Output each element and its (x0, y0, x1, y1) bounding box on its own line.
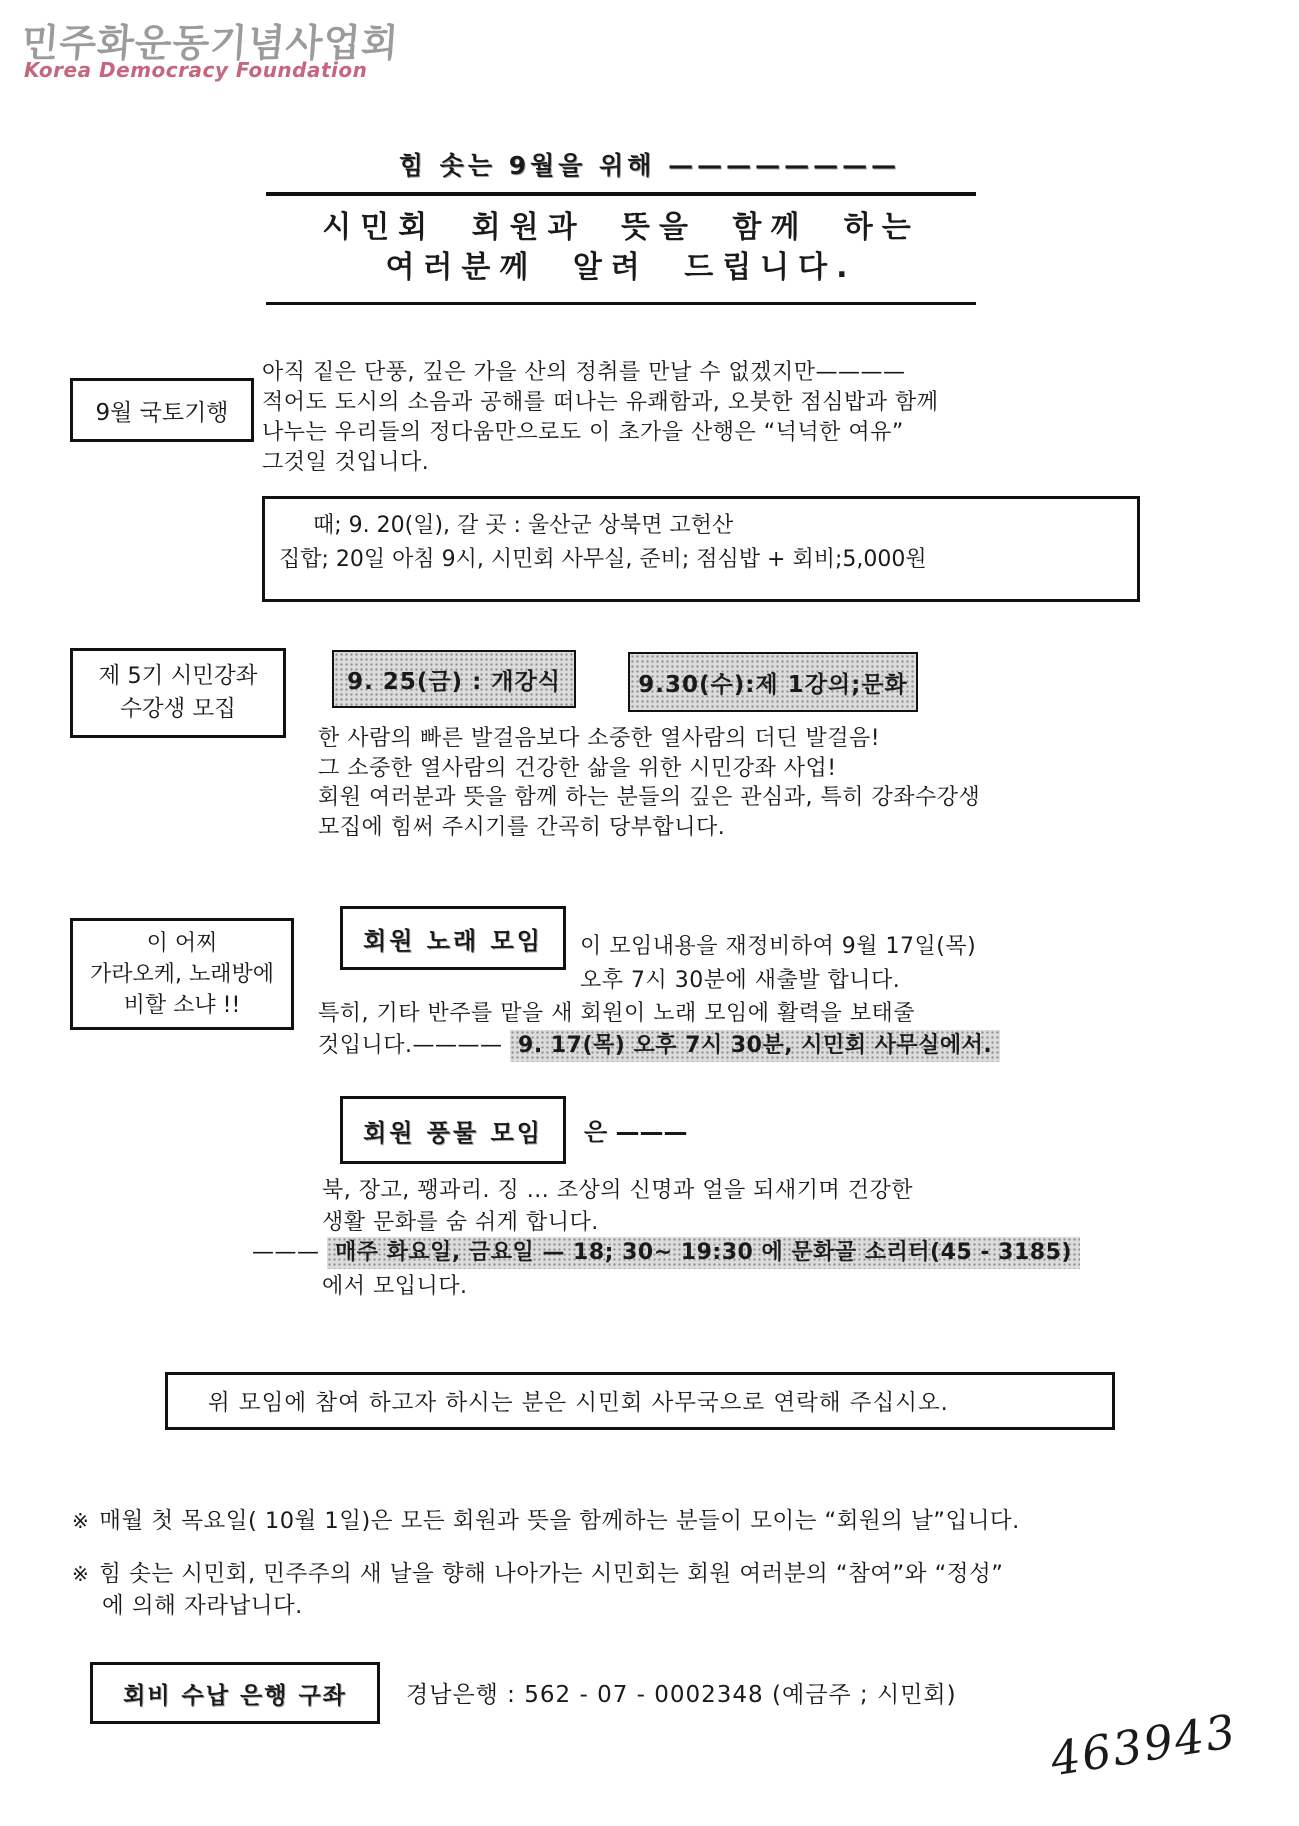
trek-section-label (70, 378, 254, 442)
pungmul-text-line-1: 북, 장고, 꽹과리. 징 ... 조상의 신명과 얼을 되새기며 건강한 (322, 1178, 913, 1203)
trek-paragraph-line: 아직 짙은 단풍, 깊은 가을 산의 정취를 만날 수 없겠지만———— (262, 360, 906, 385)
trek-schedule-box (262, 496, 1140, 602)
title-banner (266, 192, 976, 305)
footnote-2-text-line-2: 에 의해 자라납니다. (102, 1593, 303, 1619)
bank-account-label-text: 회비 수납 은행 구좌 (123, 1682, 347, 1709)
contact-notice-text: 위 모임에 참여 하고자 하시는 분은 시민회 사무국으로 연락해 주십시오. (208, 1390, 949, 1416)
logo-english: Korea Democracy Foundation (24, 58, 368, 82)
title-line-2: 여러분께 알려 드립니다. (385, 250, 857, 285)
pungmul-text-line-3 (252, 1238, 1080, 1268)
footnote-1 (72, 1505, 1020, 1537)
lecture-paragraph (318, 724, 1198, 842)
song-date-highlight: 9. 17(목) 오후 7시 30분, 시민회 사무실에서. (510, 1030, 1000, 1062)
trek-paragraph-line: 그것일 것입니다. (262, 450, 430, 475)
footnote-2-marker: ※ (72, 1562, 90, 1586)
lecture-paragraph-line: 모집에 힘써 주시기를 간곡히 당부합니다. (318, 814, 726, 840)
bank-account-label-box (90, 1662, 380, 1724)
song-label-line-2: 가라오케, 노래방에 (89, 961, 274, 987)
lecture-date-2-text: 9.30(수):제 1강의;문화 (638, 671, 908, 698)
lecture-section-label (70, 648, 286, 738)
lecture-date-highlight-2 (628, 652, 918, 712)
pungmul-meeting-header (340, 1096, 566, 1164)
pungmul-text-line-2: 생활 문화를 숨 쉬게 합니다. (322, 1210, 599, 1235)
handwritten-number: 463943 (1046, 1703, 1241, 1787)
lecture-label-line-1: 제 5기 시민강좌 (98, 663, 258, 689)
pungmul-header-suffix: 은 ——— (584, 1118, 688, 1146)
trek-label-text: 9월 국토기행 (95, 399, 229, 426)
lecture-date-1-text: 9. 25(금) : 개강식 (347, 668, 561, 695)
song-label-line-3: 비할 소냐 !! (123, 992, 241, 1018)
pungmul-line-3-dash: ——— (252, 1240, 320, 1265)
song-label-line-1: 이 어찌 (146, 930, 218, 956)
song-text-line-2: 오후 7시 30분에 새출발 합니다. (580, 968, 901, 993)
contact-notice-box (165, 1372, 1115, 1430)
footnote-2 (72, 1558, 1003, 1590)
song-text-line-3: 특히, 기타 반주를 맡을 새 회원이 노래 모임에 활력을 보태줄 (318, 1001, 915, 1026)
slogan-heading: 힘 솟는 9월을 위해 ———————— (398, 151, 901, 180)
footnote-1-marker: ※ (72, 1509, 90, 1533)
lecture-label-line-2: 수강생 모집 (120, 696, 236, 722)
lecture-paragraph-line: 그 소중한 열사람의 건강한 삶을 위한 시민강좌 사업! (318, 755, 837, 781)
lecture-paragraph-line: 회원 여러분과 뜻을 함께 하는 분들의 깊은 관심과, 특히 강좌수강생 (318, 785, 981, 810)
pungmul-schedule-highlight: 매주 화요일, 금요일 — 18; 30~ 19:30 에 문화골 소리터(45 - 3185) (327, 1237, 1080, 1269)
trek-paragraph (262, 358, 1102, 478)
song-meeting-header (340, 906, 566, 970)
footnote-1-text: 매월 첫 목요일( 10월 1일)은 모든 회원과 뜻을 함께하는 분들이 모이는 “회원의 날”입니다. (99, 1508, 1020, 1534)
title-line-1: 시민회 회원과 뜻을 함께 하는 (322, 210, 920, 245)
footnote-2-text-line-1: 힘 솟는 시민회, 민주주의 새 날을 향해 나아가는 시민회는 회원 여러분의 “참여”와 “정성” (99, 1561, 1004, 1587)
trek-schedule-line-1: 때; 9. 20(일), 갈 곳 : 울산군 상북면 고헌산 (313, 513, 734, 538)
song-meeting-header-text: 회원 노래 모임 (363, 926, 543, 955)
song-line-4-prefix: 것입니다.———— (318, 1033, 503, 1058)
bank-account-number: 경남은행 : 562 - 07 - 0002348 (예금주 ; 시민회) (406, 1682, 957, 1708)
pungmul-text-line-4: 에서 모입니다. (322, 1274, 468, 1299)
song-section-label (70, 918, 294, 1030)
trek-paragraph-line: 적어도 도시의 소음과 공해를 떠나는 유쾌함과, 오붓한 점심밥과 함께 (262, 390, 939, 415)
logo-korean: 민주화운동기념사업회 (20, 21, 401, 65)
lecture-paragraph-line: 한 사람의 빠른 발걸음보다 소중한 열사람의 더딘 발걸음! (318, 726, 881, 751)
song-text-line-1: 이 모임내용을 재정비하여 9월 17일(목) (580, 934, 977, 959)
lecture-date-highlight-1 (332, 650, 576, 708)
pungmul-meeting-header-text: 회원 풍물 모임 (363, 1118, 543, 1147)
song-text-line-4 (318, 1031, 1000, 1061)
trek-paragraph-line: 나누는 우리들의 정다움만으로도 이 초가을 산행은 “넉넉한 여유” (262, 420, 904, 445)
trek-schedule-line-2: 집합; 20일 아침 9시, 시민회 사무실, 준비; 점심밥 + 회비;5,000원 (279, 547, 927, 572)
